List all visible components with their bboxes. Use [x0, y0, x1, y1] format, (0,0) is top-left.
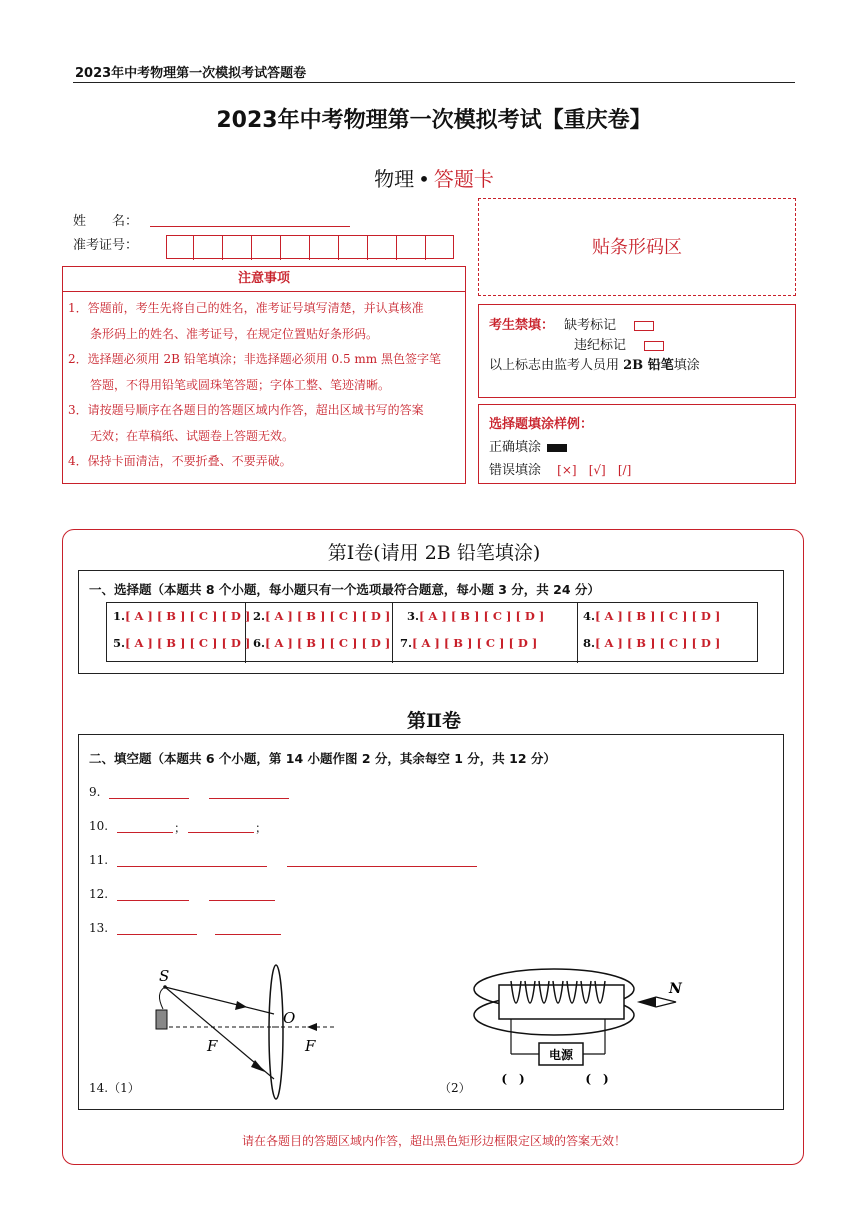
power-label: 电源 — [548, 1048, 574, 1062]
barcode-label: 贴条形码区 — [592, 237, 682, 258]
label-n: N — [669, 981, 682, 997]
exam-id-cell[interactable] — [399, 236, 426, 260]
note-text: 以上标志由监考人员用 — [489, 358, 624, 373]
header-divider — [73, 82, 795, 83]
wrong-mark: [×] — [557, 463, 577, 477]
choice-question-1[interactable] — [113, 609, 250, 623]
q10-num: 10. — [89, 819, 109, 833]
q-num: 1. — [113, 609, 126, 623]
choice-question-3[interactable] — [407, 609, 544, 623]
q-options[interactable]: [ A ] [ B ] [ C ] [ D ] — [265, 609, 391, 623]
title-dot: • — [418, 167, 430, 191]
fill-section-title: 二、填空题（本题共 6 个小题，第 14 小题作图 2 分，其余每空 1 分，共 12 分） — [89, 751, 556, 766]
answer-blank[interactable] — [209, 900, 275, 901]
card-label: 答题卡 — [433, 167, 494, 191]
exam-id-grid[interactable] — [166, 235, 454, 259]
wrong-label: 错误填涂 — [489, 463, 542, 478]
wrong-mark: [/] — [617, 463, 632, 477]
note-text-end: 填涂 — [673, 358, 700, 373]
absent-mark[interactable] — [634, 321, 654, 331]
answer-blank[interactable] — [117, 832, 173, 833]
name-field[interactable] — [150, 226, 350, 227]
label-f-right: F — [305, 1037, 316, 1055]
q-options[interactable]: [ A ] [ B ] [ C ] [ D ] — [595, 636, 721, 650]
notice-item: 条形码上的姓名、准考证号，在规定位置贴好条形码。 — [90, 326, 379, 341]
exam-id-cell[interactable] — [254, 236, 281, 260]
choice-section-title: 一、选择题（本题共 8 个小题，每小题只有一个选项最符合题意，每小题 3 分，共 24 分） — [89, 582, 600, 597]
choice-grid — [106, 602, 758, 662]
exam-id-cell[interactable] — [283, 236, 310, 260]
q-num: 8. — [583, 636, 596, 650]
page-title: 2023年中考物理第一次模拟考试【重庆卷】 — [216, 108, 652, 133]
answer-blank[interactable] — [109, 798, 189, 799]
label-f-left: F — [207, 1037, 218, 1055]
q-options[interactable]: [ A ] [ B ] [ C ] [ D ] — [125, 636, 251, 650]
q13-num: 13. — [89, 921, 109, 935]
note-bold: 2B 铅笔 — [623, 358, 674, 373]
forbidden-label: 考生禁填： — [489, 318, 555, 333]
notice-item: 1．答题前，考生先将自己的姓名，准考证号填写清楚，并认真核准 — [68, 301, 424, 315]
exam-id-cell[interactable] — [370, 236, 397, 260]
notice-box — [62, 266, 466, 484]
part1-title: 第Ⅰ卷(请用 2B 铅笔填涂) — [327, 542, 541, 564]
convex-lens — [269, 965, 283, 1099]
answer-blank[interactable] — [117, 934, 197, 935]
answer-blank[interactable] — [188, 832, 254, 833]
notice-item: 4．保持卡面清洁，不要折叠、不要弄破。 — [68, 454, 292, 468]
label-s: S — [159, 967, 170, 985]
subject-label: 物理 — [374, 167, 415, 191]
semicolon: ； — [255, 821, 268, 835]
sample-title: 选择题填涂样例： — [489, 417, 594, 432]
choice-question-2[interactable] — [253, 609, 390, 623]
correct-fill-mark — [547, 444, 567, 452]
answer-blank[interactable] — [209, 798, 289, 799]
invigilator-box — [478, 304, 796, 398]
forbidden-note — [489, 354, 700, 373]
q12-num: 12. — [89, 887, 109, 901]
q-options[interactable]: [ A ] [ B ] [ C ] [ D ] — [412, 636, 538, 650]
answer-blank[interactable] — [215, 934, 281, 935]
q14-num: 14.（1） — [89, 1081, 140, 1095]
barcode-area — [478, 198, 796, 296]
object-block — [156, 1010, 167, 1029]
q-options[interactable]: [ A ] [ B ] [ C ] [ D ] — [125, 609, 251, 623]
fill-blank-section — [78, 734, 784, 1110]
correct-label: 正确填涂 — [489, 440, 542, 455]
choice-section — [78, 570, 784, 674]
fill-sample-box — [478, 404, 796, 484]
answer-card-title — [0, 163, 868, 192]
q-num: 4. — [583, 609, 596, 623]
q-options[interactable]: [ A ] [ B ] [ C ] [ D ] — [419, 609, 545, 623]
notice-item: 3．请按题号顺序在各题目的答题区域内作答，超出区域书写的答案 — [68, 403, 424, 417]
wrong-mark: [√] — [588, 463, 606, 477]
choice-question-6[interactable] — [253, 636, 390, 650]
notice-list — [63, 292, 465, 475]
exam-id-cell[interactable] — [312, 236, 339, 260]
choice-question-8[interactable] — [583, 636, 720, 650]
answer-blank[interactable] — [117, 866, 267, 867]
notice-title: 注意事项 — [63, 267, 465, 292]
q-num: 5. — [113, 636, 126, 650]
lens-diagram[interactable] — [129, 959, 399, 1109]
exam-id-cell[interactable] — [196, 236, 223, 260]
exam-id-cell[interactable] — [341, 236, 368, 260]
axis-arrow — [307, 1023, 317, 1031]
violation-mark[interactable] — [644, 341, 664, 351]
running-header: 2023年中考物理第一次模拟考试答题卷 — [75, 66, 307, 81]
semicolon: ； — [174, 821, 187, 835]
pole-blank-left[interactable]: ( ) — [501, 1072, 525, 1086]
exam-id-cell[interactable] — [167, 236, 194, 260]
choice-question-5[interactable] — [113, 636, 250, 650]
exam-id-label: 准考证号： — [73, 238, 139, 253]
q9-num: 9. — [89, 785, 101, 799]
part2-title: 第Ⅱ卷 — [406, 710, 461, 732]
coil-diagram[interactable] — [471, 959, 721, 1099]
answer-blank[interactable] — [287, 866, 477, 867]
q14-part2-num: （2） — [439, 1081, 471, 1095]
q-num: 6. — [253, 636, 266, 650]
notice-item: 答题，不得用铅笔或圆珠笔答题；字体工整、笔迹清晰。 — [90, 377, 391, 392]
footer-warning: 请在各题目的答题区域内作答，超出黑色矩形边框限定区域的答案无效！ — [241, 1134, 626, 1148]
q-num: 7. — [400, 636, 413, 650]
notice-item: 2．选择题必须用 2B 铅笔填涂；非选择题必须用 0.5 mm 黑色签字笔 — [68, 352, 442, 366]
choice-question-7[interactable] — [400, 636, 537, 650]
label-o: O — [283, 1009, 296, 1027]
q11-num: 11. — [89, 853, 109, 867]
exam-id-cell[interactable] — [225, 236, 252, 260]
notice-item: 无效；在草稿纸、试题卷上答题无效。 — [90, 428, 295, 443]
violation-label: 违纪标记 — [574, 338, 627, 353]
name-label: 姓 名： — [73, 214, 139, 229]
choice-question-4[interactable] — [583, 609, 720, 623]
answer-blank[interactable] — [117, 900, 189, 901]
q-options[interactable]: [ A ] [ B ] [ C ] [ D ] — [595, 609, 721, 623]
q-options[interactable]: [ A ] [ B ] [ C ] [ D ] — [265, 636, 391, 650]
q-num: 3. — [407, 609, 420, 623]
q-num: 2. — [253, 609, 266, 623]
pole-blank-right[interactable]: ( ) — [585, 1072, 609, 1086]
absent-label: 缺考标记 — [564, 318, 617, 333]
